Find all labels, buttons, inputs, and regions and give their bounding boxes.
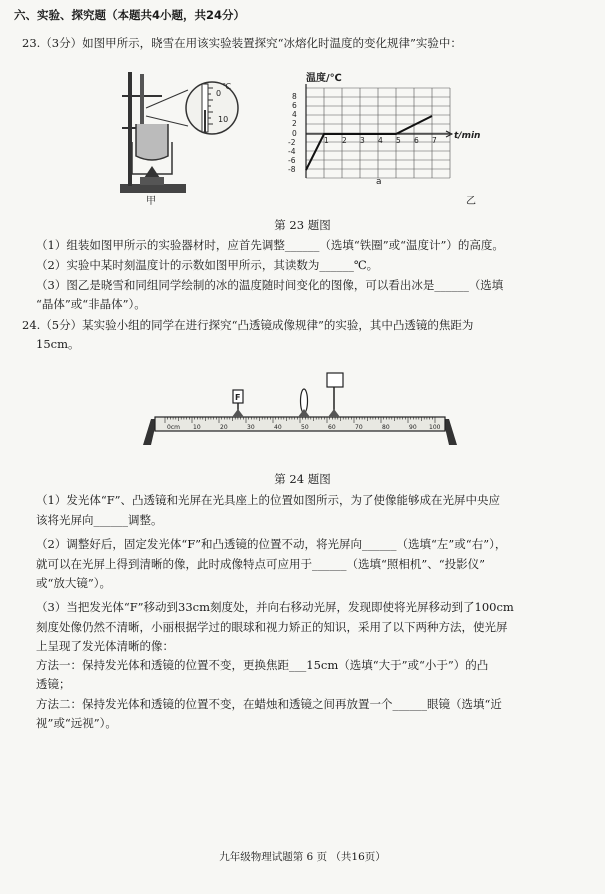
xtick: 5	[396, 136, 401, 145]
ytick: 2	[292, 119, 297, 128]
q24-caption: 第 24 题图	[274, 472, 331, 486]
ytick: 8	[292, 92, 297, 101]
light-source-f	[232, 390, 244, 417]
ytick: 6	[292, 101, 297, 110]
ytick: -8	[288, 165, 296, 174]
q23-part3-line2: “晶体”或“非晶体”）。	[36, 297, 146, 311]
q24-stem-line1: 24.（5分）某实验小组的同学在进行探究“凸透镜成像规律”的实验，其中凸透镜的焦距为	[22, 318, 474, 332]
q24-part3-line2: 刻度处像仍然不清晰，小丽根据学过的眼球和视力矫正的知识，采用了以下两种方法，使光屏	[36, 620, 508, 634]
bench-tick: 100	[429, 424, 441, 431]
xtick: 6	[414, 136, 419, 145]
bench-tick: 50	[301, 424, 309, 431]
bench-tick: 10	[193, 424, 201, 431]
graph-point-label: a	[376, 177, 382, 187]
q24-method2-line2: 视”或“远视”）。	[36, 716, 117, 730]
graph-ylabel: 温度/℃	[306, 73, 342, 84]
ytick: 0	[292, 129, 297, 138]
optical-bench-figure	[143, 385, 457, 453]
q23-part2: （2）实验中某时刻温度计的示数如图甲所示，其读数为______℃。	[36, 258, 379, 272]
q23-part1: （1）组装如图甲所示的实验器材时，应首先调整______（选填“铁圈”或“温度计”）的高度。	[36, 238, 504, 252]
burner-flame	[144, 166, 160, 178]
q23-figure-jia	[100, 66, 250, 206]
graph-xlabel: t/min	[454, 131, 481, 141]
xtick: 3	[360, 136, 365, 145]
bench-tick: 60	[328, 424, 336, 431]
ytick: -2	[288, 138, 296, 147]
svg-text:F: F	[235, 393, 241, 402]
bench-tick: 0cm	[167, 424, 180, 431]
q24-part3-line3: 上呈现了发光体清晰的像：	[36, 639, 174, 653]
q24-method2-line1: 方法二：保持发光体和透镜的位置不变，在蜡烛和透镜之间再放置一个______眼镜（选填“近	[36, 697, 502, 711]
test-tube	[136, 124, 168, 160]
q24-method1-line1: 方法一：保持发光体和透镜的位置不变，更换焦距___15cm（选填“大于”或“小于”）的凸	[36, 658, 489, 672]
page-footer: 九年级物理试题第 6 页 （共16页）	[219, 851, 386, 863]
graph-xticks	[324, 136, 437, 145]
bench-tick: 70	[355, 424, 363, 431]
q23-figure-yi	[288, 70, 488, 195]
q24-stem-line2: 15cm。	[36, 337, 80, 351]
ytick: -6	[288, 156, 296, 165]
q24-part1-line1: （1）发光体“F”、凸透镜和光屏在光具座上的位置如图所示，为了使像能够成在光屏中央应	[36, 493, 501, 507]
q23-caption: 第 23 题图	[274, 218, 331, 232]
q23-stem: 23.（3分）如图甲所示，晓雪在用该实验装置探究“冰熔化时温度的变化规律”实验中：	[22, 36, 462, 50]
bench-tick: 80	[382, 424, 390, 431]
xtick: 2	[342, 136, 347, 145]
bench-tick: 30	[247, 424, 255, 431]
graph-yticks	[288, 92, 297, 174]
q24-part2-line3: 或“放大镜”）。	[36, 576, 112, 590]
thermo-label-10: 10	[218, 115, 229, 124]
bench-tick: 20	[220, 424, 228, 431]
xtick: 4	[378, 136, 383, 145]
ytick: 4	[292, 110, 297, 119]
q24-part3-line1: （3）当把发光体“F”移动到33cm刻度处，并向右移动光屏，发现即使将光屏移动到了100cm	[36, 600, 514, 614]
convex-lens	[298, 389, 310, 417]
q24-part2-line1: （2）调整好后，固定发光体“F”和凸透镜的位置不动，将光屏向______（选填“左”或“右”），	[36, 537, 507, 551]
q24-part1-line2: 该将光屏向______调整。	[36, 513, 163, 527]
label-yi: 乙	[466, 196, 476, 207]
q23-part3-line1: （3）图乙是晓雪和同组同学绘制的冰的温度随时间变化的图像，可以看出冰是______（选填	[36, 278, 504, 292]
label-jia: 甲	[146, 196, 156, 207]
light-screen	[327, 373, 343, 417]
xtick: 7	[432, 136, 437, 145]
bench-tick: 90	[409, 424, 417, 431]
xtick: 1	[324, 136, 329, 145]
ytick: -4	[288, 147, 296, 156]
q24-part2-line2: 就可以在光屏上得到清晰的像，此时成像特点可应用于______（选填“照相机”、“投影仪”	[36, 557, 486, 571]
thermo-label-0: 0	[216, 89, 222, 98]
bench-tick: 40	[274, 424, 282, 431]
thermo-label-unit: ℃	[222, 82, 231, 91]
q24-method1-line2: 透镜；	[36, 677, 71, 691]
section-title: 六、实验、探究题（本题共4小题，共24分）	[14, 8, 246, 22]
